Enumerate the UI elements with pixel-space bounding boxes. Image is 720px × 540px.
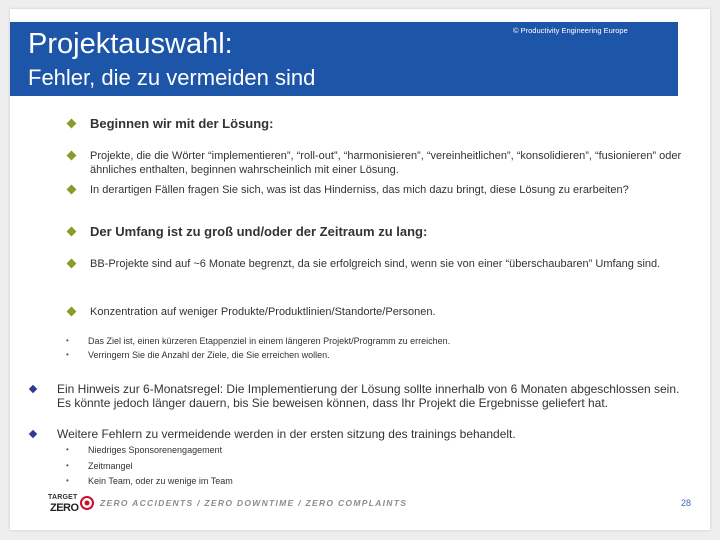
target-logo-icon	[80, 496, 94, 510]
heading-text: Beginnen wir mit der Lösung:	[90, 116, 274, 131]
main-bullet-item	[30, 382, 690, 410]
dot-bullet-icon: •	[66, 445, 69, 454]
logo-target-text: TARGET	[48, 494, 78, 501]
dot-bullet-icon: •	[66, 476, 69, 485]
diamond-bullet-icon	[67, 185, 77, 195]
bullet-item	[68, 183, 688, 197]
sub-bullet-text: Kein Team, oder zu wenige im Team	[88, 476, 233, 486]
sub-bullet-text: Das Ziel ist, einen kürzeren Etappenziel in einem längeren Projekt/Programm zu erreichen.	[88, 336, 451, 346]
sub-bullet-text: Verringern Sie die Anzahl der Ziele, die Sie erreichen wollen.	[88, 350, 330, 360]
dot-bullet-icon: •	[66, 336, 69, 345]
sub-bullet-item	[66, 349, 666, 361]
main-bullet-item	[30, 427, 690, 441]
bullet-item	[68, 305, 688, 319]
heading-text: Der Umfang ist zu groß und/oder der Zeitraum zu lang:	[90, 224, 428, 239]
slide-title: Projektauswahl:	[28, 28, 233, 60]
logo-zero-text: ZERO	[50, 502, 79, 514]
more-text: Weitere Fehlern zu vermeidende werden in der ersten sitzung des trainings behandelt.	[57, 427, 516, 441]
dot-bullet-icon: •	[66, 461, 69, 470]
diamond-bullet-icon	[29, 385, 37, 393]
copyright-notice: © Productivity Engineering Europe	[513, 26, 628, 35]
bullet-text: Konzentration auf weniger Produkte/Produktlinien/Standorte/Personen.	[90, 306, 436, 318]
sub-bullet-item	[66, 475, 666, 487]
bullet-item	[68, 149, 688, 177]
bullet-text: In derartigen Fällen fragen Sie sich, was ist das Hinderniss, das mich dazu bringt, diese Lösung zu erarbeiten?	[90, 184, 629, 196]
bullet-text: BB-Projekte sind auf ~6 Monate begrenzt, da sie erfolgreich sind, wenn sie von einer “überschaubaren” Umfang sind.	[90, 258, 661, 270]
dot-bullet-icon: •	[66, 350, 69, 359]
hint-text: Ein Hinweis zur 6-Monatsregel: Die Implementierung der Lösung sollte innerhalb von 6 Monaten abgeschlossen sein. Es könnte jedoch länger dauern, bis Sie beweisen können, dass Ihr Projekt die Ergebnisse geliefert hat.	[57, 382, 680, 410]
bullet-heading-2	[68, 224, 668, 240]
bullet-item	[68, 257, 688, 271]
diamond-bullet-icon	[67, 307, 77, 317]
diamond-bullet-icon	[29, 430, 37, 438]
slide-subtitle: Fehler, die zu vermeiden sind	[28, 65, 316, 90]
sub-bullet-text: Zeitmangel	[88, 461, 133, 471]
sub-bullet-item	[66, 444, 666, 456]
sub-bullet-item	[66, 460, 666, 472]
page-number: 28	[681, 498, 692, 508]
bullet-heading-1	[68, 116, 668, 132]
bullet-text: Projekte, die die Wörter “implementieren”, “roll-out”, “harmonisieren”, “vereinheitlichen”, “konsolidieren”, “fusionieren” oder ähnliches enthalten, beginnen wahrscheinlich mit einer Lösung.	[90, 150, 682, 176]
sub-bullet-item	[66, 335, 666, 347]
diamond-bullet-icon	[67, 259, 77, 269]
footer-tagline: ZERO ACCIDENTS / ZERO DOWNTIME / ZERO COMPLAINTS	[100, 498, 408, 508]
diamond-bullet-icon	[67, 227, 77, 237]
sub-bullet-text: Niedriges Sponsorenengagement	[88, 445, 223, 455]
diamond-bullet-icon	[67, 119, 77, 129]
diamond-bullet-icon	[67, 151, 77, 161]
